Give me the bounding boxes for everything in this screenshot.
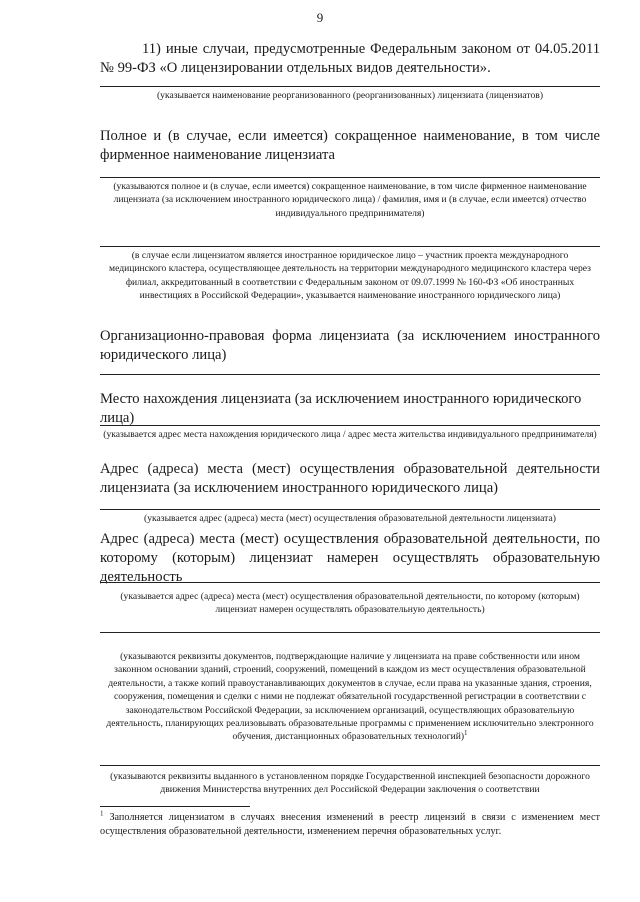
edu-address-heading: Адрес (адреса) места (мест) осуществления образовательной деятельности лицензиата (за исключением иностранного юридического лица) — [100, 461, 600, 496]
note-foreign-entity: (в случае если лицензиатом является иностранное юридическое лицо – участник проекта международного медицинского кластера, осуществляющее деятельность на территории международного медицинского кластера через филиал, аккредитованный в соответствии с Федеральным законом от 09.07.1999 № 160-ФЗ «Об иностранных инвестициях в Российской Федерации», указывается наименование иностранного юридического лица) — [109, 250, 591, 302]
blank-line-reorganized — [100, 86, 600, 87]
footnote-text: Заполняется лицензиатом в случаях внесения изменений в реестр лицензий в связи с изменением мест осуществления образовательной деятельности, изменением перечня образовательных услуг. — [100, 812, 601, 837]
note-full-short-name: (указываются полное и (в случае, если имеется) сокращенное наименование, в том числе фирменное наименование лицензиата (за исключением иностранного юридического лица) / фамилия, имя и (в случае, если имеется) отчество индивидуального предпринимателя) — [113, 181, 587, 219]
note-location: (указывается адрес места нахождения юридического лица / адрес места жительства индивидуального предпринимателя) — [103, 429, 597, 440]
blank-line-intended-address — [100, 582, 600, 583]
location-heading: Место нахождения лицензиата (за исключением иностранного юридического лица) — [100, 391, 582, 426]
blank-line-documents — [100, 632, 600, 633]
item-11-text: 11) иные случаи, предусмотренные Федеральным законом от 04.05.2011 № 99-ФЗ «О лицензировании отдельных видов деятельности». — [100, 41, 600, 76]
page-number: 9 — [316, 10, 324, 25]
blank-line-legal-form — [100, 374, 600, 375]
note-documents-footnote-ref: 1 — [464, 729, 468, 738]
full-short-name-heading: Полное и (в случае, если имеется) сокращенное наименование, в том числе фирменное наименование лицензиата — [100, 128, 600, 163]
intended-address-heading: Адрес (адреса) места (мест) осуществления образовательной деятельности, по которому (которым) лицензиат намерен осуществлять образовательную деятельность — [100, 531, 600, 585]
legal-form-heading: Организационно-правовая форма лицензиата (за исключением иностранного юридического лица) — [100, 328, 600, 363]
blank-line-traffic-police — [100, 765, 600, 766]
note-traffic-police: (указываются реквизиты выданного в установленном порядке Государственной инспекцией безопасности дорожного движения Министерства внутренних дел Российской Федерации заключения о соответствии — [110, 771, 590, 796]
footnote-separator — [100, 806, 250, 807]
note-documents-text: (указываются реквизиты документов, подтверждающие наличие у лицензиата на праве собственности или ином законном основании зданий, строений, сооружений, помещений в каждом из мест осуществления образовательной деятельности, а также копий правоустанавливающих документов в случае, если права на указанные здания, строения, сооружения, помещения и сделки с ними не подлежат обязательной государственной регистрации в соответствии с законодательством Российской Федерации, за исключением организаций, осуществляющих образовательную деятельность, планирующих реализовывать образовательные программы с применением исключительно электронного обучения, дистанционных образовательных технологий) — [106, 651, 594, 743]
footnote — [100, 811, 600, 839]
blank-line-location — [100, 425, 600, 426]
footnote-marker: 1 — [100, 809, 104, 818]
note-intended-address: (указывается адрес (адреса) места (мест) осуществления образовательной деятельности, по которому (которым) лицензиат намерен осуществлять образовательную деятельность) — [120, 591, 580, 616]
blank-line-foreign-entity — [100, 246, 600, 247]
blank-line-edu-address — [100, 509, 600, 510]
note-documents — [100, 650, 600, 744]
note-edu-address: (указывается адрес (адреса) места (мест) осуществления образовательной деятельности лицензиата) — [144, 513, 556, 524]
blank-line-full-short-name — [100, 177, 600, 178]
note-reorganized: (указывается наименование реорганизованного (реорганизованных) лицензиата (лицензиатов) — [156, 90, 544, 101]
